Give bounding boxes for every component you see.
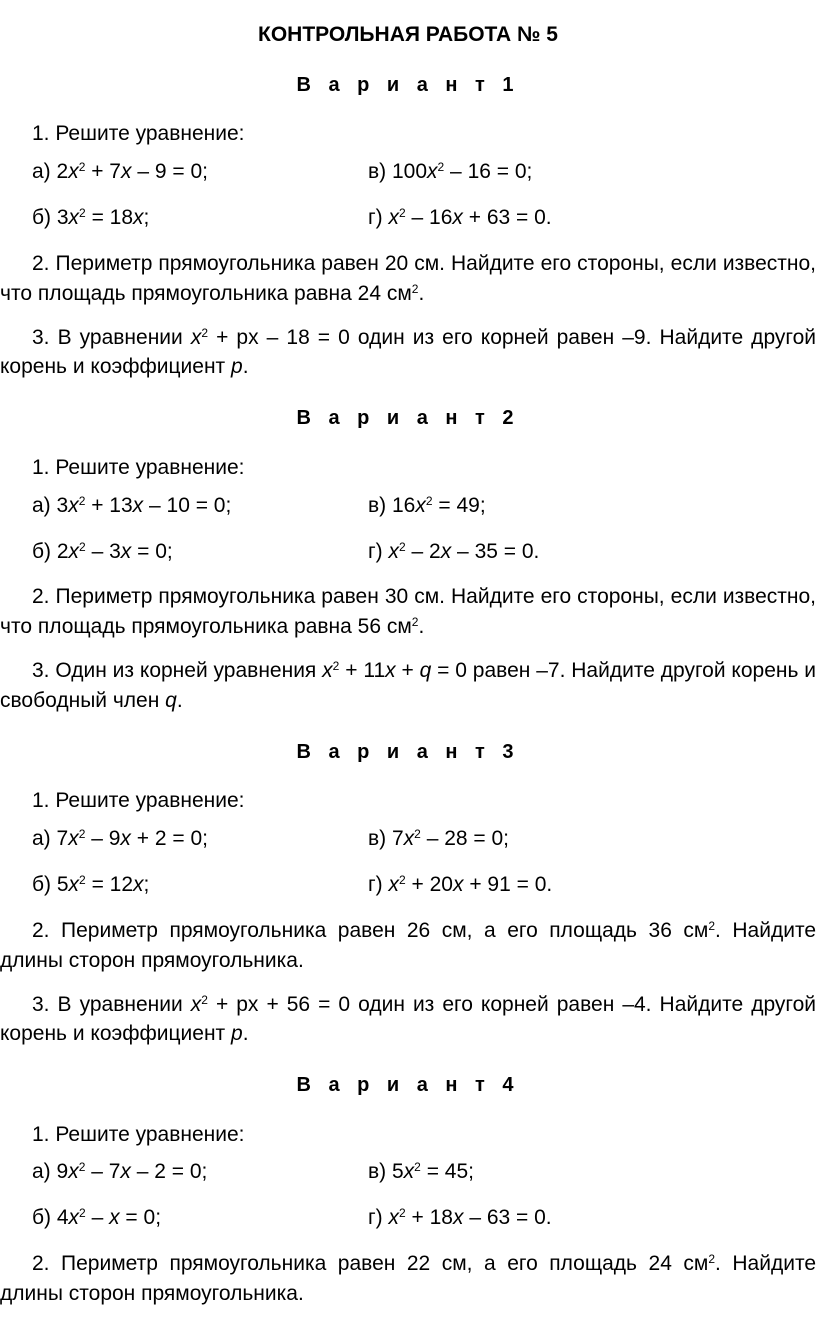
variant-heading: В а р и а н т 2	[296, 407, 520, 430]
variant-heading: В а р и а н т 3	[296, 740, 520, 763]
variant-section-1	[0, 71, 816, 404]
equation-g: г) $x^2 - 16x + 63 = 0$.	[368, 206, 552, 230]
task2-text: 2. Периметр прямоугольника равен 22 см, а его площадь 24 $см^2$. Найдите длины сторон прямоугольника.	[0, 1252, 816, 1306]
equation-v: в) $100x^2 - 16 = 0$;	[368, 160, 533, 184]
variant-section-2	[0, 404, 816, 737]
equation-row	[32, 862, 816, 908]
variants-container	[0, 71, 816, 1331]
equation-a: а) $9x^2 - 7x - 2 = 0$;	[32, 1160, 208, 1184]
task1-heading: 1. Решите уравнение:	[32, 789, 245, 813]
equation-a: а) $3x^2 + 13x - 10 = 0$;	[32, 493, 232, 517]
equation-row	[32, 149, 816, 195]
equation-b: б) $2x^2 - 3x = 0$;	[32, 539, 173, 563]
equation-b: б) $3x^2 = 18x$;	[32, 206, 150, 230]
equation-row	[32, 1149, 816, 1195]
equation-v: в) $5x^2 = 45$;	[368, 1160, 474, 1184]
task1-heading: 1. Решите уравнение:	[32, 455, 245, 479]
equation-v: в) $7x^2 - 28 = 0$;	[368, 827, 510, 851]
task1-heading: 1. Решите уравнение:	[32, 1122, 245, 1146]
equation-b: б) $5x^2 = 12x$;	[32, 873, 150, 897]
equation-g: г) $x^2 + 20x + 91 = 0$.	[368, 873, 553, 897]
equation-b: б) $4x^2 - x = 0$;	[32, 1206, 162, 1230]
variant-section-4	[0, 1071, 816, 1331]
equation-a: а) $7x^2 - 9x + 2 = 0$;	[32, 827, 208, 851]
equation-row	[32, 1195, 816, 1241]
equation-v: в) $16x^2 = 49$;	[368, 493, 486, 517]
variant-heading: В а р и а н т 1	[296, 73, 520, 96]
equation-row	[32, 816, 816, 862]
variant-section-3	[0, 738, 816, 1071]
task2-text: 2. Периметр прямоугольника равен 26 см, а его площадь 36 $см^2$. Найдите длины сторон прямоугольника.	[0, 918, 816, 972]
equation-row	[32, 482, 816, 528]
equation-a: а) $2x^2 + 7x - 9 = 0$;	[32, 160, 208, 184]
task2-text: 2. Периметр прямоугольника равен 30 см. Найдите его стороны, если известно, что площадь прямоугольника равна 56 $см^2$.	[0, 585, 816, 639]
task3-text: 3. В уравнении $x^2$ + px + 56 = 0 один из его корней равен –4. Найдите другой корень и коэффициент p.	[0, 992, 816, 1046]
task2-text: 2. Периметр прямоугольника равен 20 см. Найдите его стороны, если известно, что площадь прямоугольника равна 24 $см^2$.	[0, 252, 816, 305]
task3-text: 3. В уравнении $x^2$ + px – 18 = 0 один из его корней равен –9. Найдите другой корень и коэффициент p.	[0, 325, 816, 379]
variant-heading: В а р и а н т 4	[296, 1074, 520, 1097]
document-title: КОНТРОЛЬНАЯ РАБОТА № 5	[258, 23, 558, 46]
equation-row	[32, 195, 816, 241]
equation-g: г) $x^2 + 18x - 63 = 0$.	[368, 1206, 552, 1230]
equation-g: г) $x^2 - 2x - 35 = 0$.	[368, 539, 540, 563]
task1-heading: 1. Решите уравнение:	[32, 122, 245, 146]
equation-row	[32, 528, 816, 574]
task3-text: 3. Один из корней уравнения $x^2 + 11x + q = 0$ равен –7. Найдите другой корень и свободный член q.	[0, 659, 816, 712]
